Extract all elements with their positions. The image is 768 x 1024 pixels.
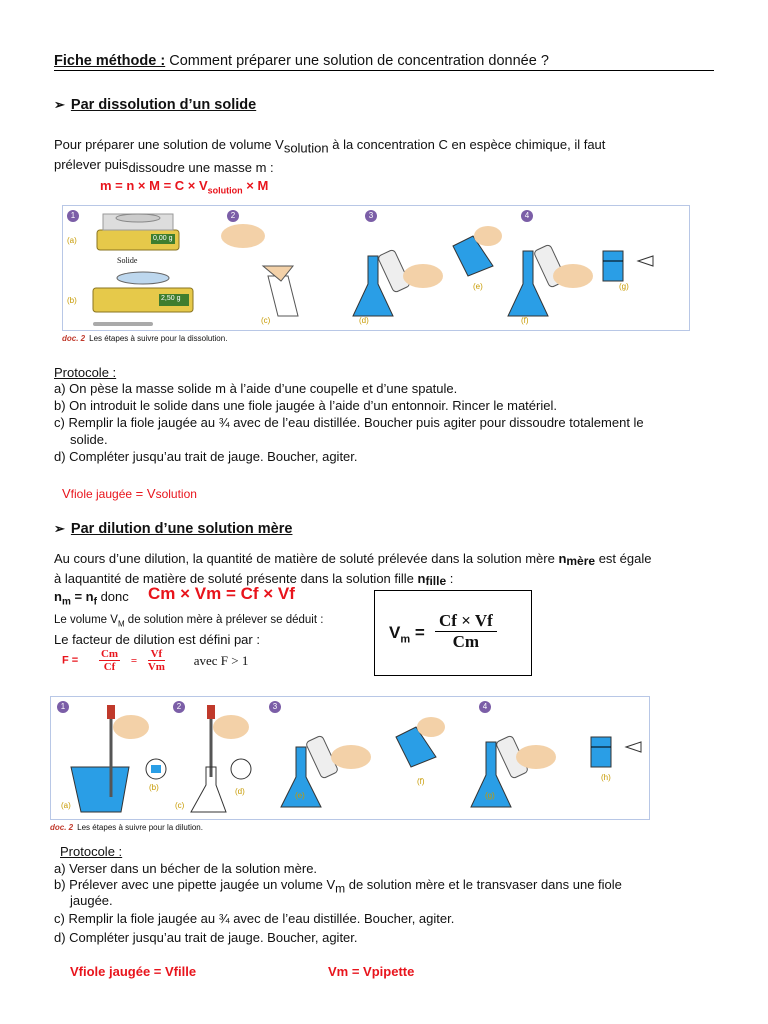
dil-step-number-2: 2 xyxy=(173,701,185,713)
d-intro2-b: : xyxy=(446,571,454,586)
figure-label-g: (g) xyxy=(619,282,629,291)
protocole2-step-c: c) Remplir la fiole jaugée au ¾ avec de l’eau distillée. Boucher, agiter. xyxy=(54,911,455,926)
dilution-factor-formula xyxy=(62,648,248,673)
quantity-equality xyxy=(54,588,129,611)
protocole1-title: Protocole : xyxy=(54,365,117,380)
mass-formula xyxy=(100,177,268,200)
f-condition: avec F > 1 xyxy=(193,652,249,668)
intro2-part-b: dissoudre une masse m : xyxy=(128,160,274,175)
step-number-3: 3 xyxy=(365,210,377,222)
dilution-figure-caption xyxy=(50,823,203,832)
intro1-sub: solution xyxy=(283,140,329,156)
dissolution-intro-line2 xyxy=(54,156,274,176)
box-eq: = xyxy=(410,623,425,642)
vol-text-a: Le volume V xyxy=(54,614,118,626)
eq-nm-sub: m xyxy=(61,596,71,608)
protocole1-step-a: a) On pèse la masse solide m à l’aide d’une coupelle et d’une spatule. xyxy=(54,381,458,396)
dilution-big-formula: Cm × Vm = Cf × Vf xyxy=(148,584,295,603)
dil-label-b: (b) xyxy=(149,783,159,792)
title-prefix: Fiche méthode : xyxy=(54,53,166,69)
figure-label-b: (b) xyxy=(67,296,77,305)
dissolution-illustration xyxy=(63,206,689,330)
d-intro2-n: n xyxy=(417,571,426,586)
section1-heading-text: Par dissolution d’un solide xyxy=(70,97,257,113)
protocole2-title: Protocole : xyxy=(60,844,123,859)
protocole2-step-b-cont: jaugée. xyxy=(70,893,113,908)
f-frac2-top: Vf xyxy=(148,648,165,661)
page-title xyxy=(54,53,714,71)
dilution-intro-line1 xyxy=(54,550,651,570)
solide-label: Solide xyxy=(117,256,138,265)
mass-formula-sub: solution xyxy=(207,185,243,196)
intro1-part-a: Pour préparer une solution de volume V xyxy=(54,137,284,152)
dil-label-g: (g) xyxy=(485,791,495,800)
balance-reading-2: 2,50 g xyxy=(161,295,181,302)
eq1-sub1: fiole jaugée xyxy=(70,487,133,501)
step-number-2: 2 xyxy=(227,210,239,222)
f-frac2 xyxy=(148,648,165,673)
protocole2-step-a: a) Verser dans un bécher de la solution mère. xyxy=(54,861,318,876)
arrow-bullet-icon: ➢ xyxy=(54,97,65,112)
protocole1-step-c-cont: solide. xyxy=(70,432,108,447)
eq1-sub2: solution xyxy=(155,487,197,501)
dil-step-number-1: 1 xyxy=(57,701,69,713)
d-intro2-sub: fille xyxy=(425,574,447,588)
section-heading-dilution xyxy=(54,521,292,537)
vol-text-b: de solution mère à prélever se déduit : xyxy=(124,614,324,626)
dissolution-figure-caption xyxy=(62,334,227,343)
box-v-sub: m xyxy=(400,633,411,646)
section-heading-dissolution xyxy=(54,97,256,113)
box-v: V xyxy=(389,623,401,642)
p2-step-b-sub: m xyxy=(335,881,346,896)
figure-label-e: (e) xyxy=(473,282,483,291)
d-intro2-a: à laquantité de matière de soluté présente dans la solution fille xyxy=(54,571,418,586)
dil-step-number-3: 3 xyxy=(269,701,281,713)
figure-label-c: (c) xyxy=(261,316,271,325)
caption-text-2: Les étapes à suivre pour la dilution. xyxy=(77,823,203,832)
mass-formula-a: m = n × M = C × V xyxy=(100,178,208,193)
protocole2-step-b xyxy=(54,876,622,898)
eq-donc: donc xyxy=(96,589,129,604)
figure-label-d: (d) xyxy=(359,316,369,325)
dil-step-number-4: 4 xyxy=(479,701,491,713)
dil-label-c: (c) xyxy=(175,801,185,810)
p2-step-b-a: b) Prélever avec une pipette jaugée un volume V xyxy=(54,877,336,892)
dissolution-intro-line1 xyxy=(54,136,605,157)
box-fraction xyxy=(435,611,497,652)
dil-label-e: (e) xyxy=(295,791,305,800)
eq-equals-n: = n xyxy=(70,589,94,604)
protocole1-step-c: c) Remplir la fiole jaugée au ¾ avec de l’eau distillée. Boucher puis agiter pour dissoudre totalement le xyxy=(54,415,644,430)
step-number-1: 1 xyxy=(67,210,79,222)
protocole1-step-d: d) Compléter jusqu’au trait de jauge. Boucher, agiter. xyxy=(54,449,358,464)
vm-formula-box xyxy=(374,590,532,676)
f-eq: = xyxy=(130,654,138,667)
d-intro1-sub: mère xyxy=(566,554,596,568)
intro2-part-a: prélever puis xyxy=(54,157,129,172)
box-vm-left xyxy=(389,623,425,645)
box-frac-top: Cf × Vf xyxy=(435,611,497,632)
f-frac1-top: Cm xyxy=(100,648,119,660)
section2-heading-text: Par dilution d’une solution mère xyxy=(70,521,293,537)
d-intro1-a: Au cours d’une dilution, la quantité de matière de soluté prélevée dans la solution mère xyxy=(54,551,559,566)
d-intro1-n: n xyxy=(558,551,567,566)
eq-nm: n xyxy=(54,589,62,604)
mass-formula-b: × M xyxy=(242,178,269,193)
vol-text-sub: M xyxy=(117,619,125,629)
dil-label-f: (f) xyxy=(417,777,425,786)
protocole2-step-d: d) Compléter jusqu’au trait de jauge. Boucher, agiter. xyxy=(54,930,358,945)
figure-label-f: (f) xyxy=(521,316,529,325)
title-text: Comment préparer une solution de concentration donnée ? xyxy=(169,53,549,69)
intro1-part-b: à la concentration C en espèce chimique, il faut xyxy=(328,137,606,152)
d-intro1-b: est égale xyxy=(595,551,652,566)
volume-text xyxy=(54,612,323,632)
final-equality-fille: Vfiole jaugée = Vfille xyxy=(70,964,197,979)
step-number-4: 4 xyxy=(521,210,533,222)
dil-label-d: (d) xyxy=(235,787,245,796)
dilution-illustration xyxy=(51,697,649,819)
protocole1-step-b: b) On introduit le solide dans une fiole jaugée à l’aide d’un entonnoir. Rincer le matériel. xyxy=(54,398,557,413)
dissolution-figure xyxy=(62,205,690,331)
balance-reading-1: 0,00 g xyxy=(153,235,173,242)
dil-label-a: (a) xyxy=(61,801,71,810)
caption-text-1: Les étapes à suivre pour la dissolution. xyxy=(89,334,228,343)
figure-label-a: (a) xyxy=(67,236,77,245)
caption-doc-2: doc. 2 xyxy=(50,823,74,832)
caption-doc-1: doc. 2 xyxy=(62,334,86,343)
eq1-b: = V xyxy=(132,486,156,501)
f-label: F = xyxy=(62,654,79,667)
box-frac-bot: Cm xyxy=(452,632,480,651)
dilution-figure xyxy=(50,696,650,820)
eq1-v: V xyxy=(62,486,71,501)
facteur-text: Le facteur de dilution est défini par : xyxy=(54,632,260,647)
dil-label-h: (h) xyxy=(601,773,611,782)
f-frac1-bot: Cf xyxy=(103,661,116,673)
volume-equality-1 xyxy=(62,485,197,503)
f-frac1 xyxy=(99,648,120,673)
p2-step-b-b: de solution mère et le transvaser dans une fiole xyxy=(345,877,622,892)
eq-nf-sub: f xyxy=(93,596,97,608)
arrow-bullet-icon: ➢ xyxy=(54,521,65,536)
final-equality-pipette: Vm = Vpipette xyxy=(328,964,415,979)
f-frac2-bot: Vm xyxy=(147,661,165,673)
